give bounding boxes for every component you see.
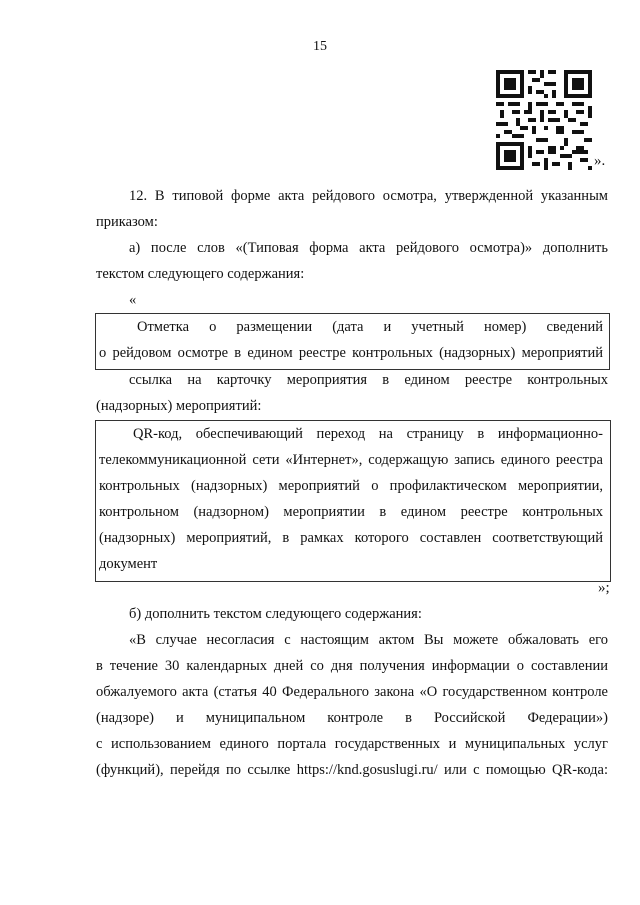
box2-line-1: QR-код, обеспечивающий переход на страницу в информационно- — [133, 426, 603, 442]
item-12-line-1: 12. В типовой форме акта рейдового осмотра, утвержденной указанным — [129, 188, 608, 204]
page-number: 15 — [313, 39, 327, 54]
box1-line-2: о рейдовом осмотре в едином реестре контрольных (надзорных) мероприятий — [99, 345, 603, 361]
qr-closing-quote: ». — [594, 153, 606, 169]
final-line-5: с использованием единого портала государственных и муниципальных услуг — [96, 736, 608, 752]
final-line-4: (надзоре) и муниципальном контроле в Российской Федерации») — [96, 710, 608, 726]
link-text-line-1: ссылка на карточку мероприятия в едином реестре контрольных — [129, 372, 608, 388]
opening-quote: « — [129, 292, 137, 308]
final-line-1: «В случае несогласия с настоящим актом Вы можете обжаловать его — [129, 632, 608, 648]
box2-line-5: (надзорных) мероприятий, в рамках которого составлен соответствующий — [99, 530, 603, 546]
final-line-3: обжалуемого акта (статья 40 Федерального закона «О государственном контроле — [96, 684, 608, 700]
item-a-line-2: текстом следующего содержания: — [96, 266, 305, 282]
qr-code — [496, 70, 592, 170]
item-12-line-2: приказом: — [96, 214, 158, 230]
item-b: б) дополнить текстом следующего содержания: — [129, 606, 422, 622]
box1-line-1: Отметка о размещении (дата и учетный номер) сведений — [137, 319, 603, 335]
box2-line-3: контрольных (надзорных) мероприятий о профилактическом мероприятии, — [99, 478, 603, 494]
box2-line-4: контрольном (надзорном) мероприятии в едином реестре контрольных — [99, 504, 603, 520]
final-line-6: (функций), перейдя по ссылке https://knd.gosuslugi.ru/ или с помощью QR-кода: — [96, 762, 608, 778]
box2-line-6: документ — [99, 556, 158, 572]
closing-quote: »; — [598, 580, 610, 596]
link-text-line-2: (надзорных) мероприятий: — [96, 398, 262, 414]
item-a-line-1: а) после слов «(Типовая форма акта рейдового осмотра)» дополнить — [129, 240, 608, 256]
box2-line-2: телекоммуникационной сети «Интернет», содержащую запись единого реестра — [99, 452, 603, 468]
final-line-2: в течение 30 календарных дней со дня получения информации о составлении — [96, 658, 608, 674]
